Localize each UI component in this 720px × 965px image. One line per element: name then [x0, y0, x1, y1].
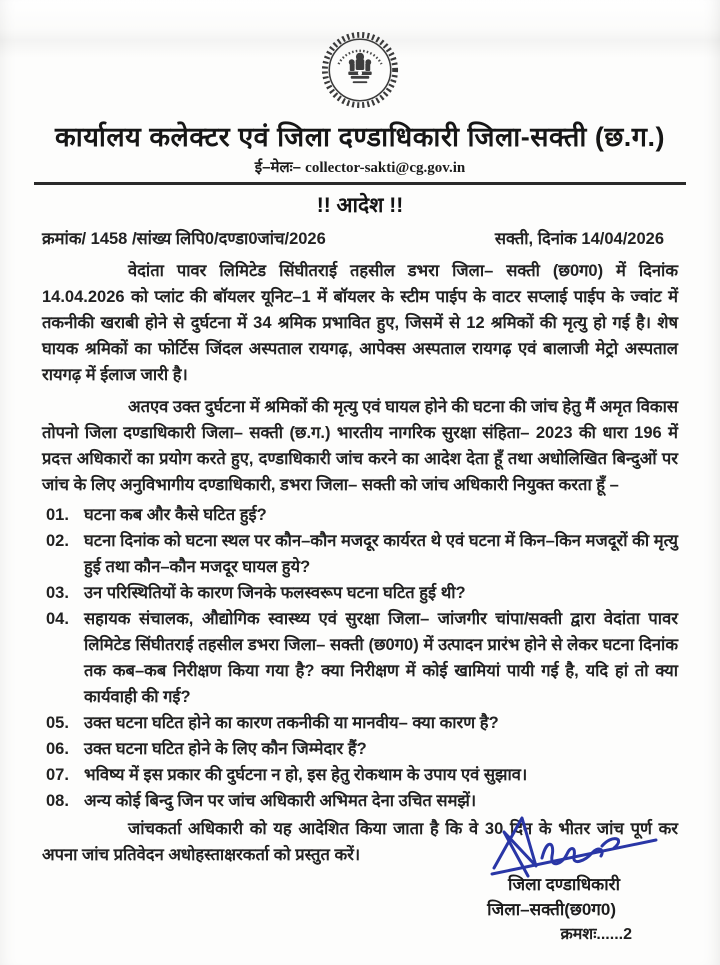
point-number: 02. [46, 532, 69, 550]
office-title: कार्यालय कलेक्टर एवं जिला दण्डाधिकारी जिला-सक्ती (छ.ग.) [54, 122, 666, 152]
national-emblem-icon [320, 30, 400, 110]
point-number: 04. [46, 610, 69, 628]
point-text: घटना दिनांक को घटना स्थल पर कौन–कौन मजदूर कार्यरत थे एवं घटना में किन–किन मजदूरों की मृत्यु हुई तथा कौन–कौन मजदूर घायल हुये? [84, 532, 678, 576]
point-number: 06. [46, 740, 69, 758]
emblem-container [42, 30, 678, 115]
signature-block [42, 872, 678, 920]
inquiry-point-5 [42, 710, 678, 736]
inquiry-points-list [42, 502, 678, 814]
point-number: 08. [46, 792, 69, 810]
place-and-date: सक्ती, दिनांक 14/04/2026 [494, 230, 664, 248]
point-text: सहायक संचालक, औद्योगिक स्वास्थ्य एवं सुरक्षा जिला– जांजगीर चांपा/सक्ती द्वारा वेदांता पावर लिमिटेड सिंघीतराई तहसील डभरा जिला– सक्ती (छ0ग0) में उत्पादन प्रारंभ होने से लेकर घटना दिनांक तक कब–कब निरीक्षण किया गया है? क्या निरीक्षण में कोई खामियां पायी गई है, यदि हां तो क्या कार्यवाही की गई? [84, 610, 678, 706]
inquiry-point-2 [42, 528, 678, 580]
inquiry-point-6 [42, 736, 678, 762]
email-label: ई–मेलः– [254, 159, 301, 176]
inquiry-point-1 [42, 502, 678, 528]
point-text: भविष्य में इस प्रकार की दुर्घटना न हो, इस हेतु रोकथाम के उपाय एवं सुझाव। [84, 766, 528, 784]
point-text: उक्त घटना घटित होने का कारण तकनीकी या मानवीय– क्या कारण है? [84, 714, 499, 732]
point-number: 01. [46, 506, 69, 524]
point-text: उन परिस्थितियों के कारण जिनके फलस्वरूप घटना घटित हुई थी? [84, 584, 466, 602]
reference-number: क्रमांक/ 1458 /सांख्य लिपि0/दण्डा0जांच/2026 [42, 230, 326, 248]
point-text: घटना कब और कैसे घटित हुई? [84, 506, 267, 524]
point-text: अन्य कोई बिन्दु जिन पर जांच अधिकारी अभिमत देना उचित समझें। [84, 792, 477, 810]
inquiry-point-4 [42, 606, 678, 710]
point-number: 03. [46, 584, 69, 602]
paragraph-inquiry-order: अतएव उक्त दुर्घटना में श्रमिकों की मृत्यु एवं घायल होने की घटना की जांच हेतु मैं अमृत विकास तोपनो जिला दण्डाधिकारी जिला– सक्ती (छ.ग.) भारतीय नागरिक सुरक्षा संहिता– 2023 की धारा 196 में प्रदत्त अधिकारों का प्रयोग करते हुए, दण्डाधिकारी जांच करने का आदेश देता हूँ तथा अधोलिखित बिन्दुओं पर जांच के लिए अनुविभागीय दण्डाधिकारी, डभरा जिला– सक्ती को जांच अधिकारी नियुक्त करता हूँ – [42, 398, 678, 494]
point-number: 05. [46, 714, 69, 732]
inquiry-point-8 [42, 788, 678, 814]
email-line [42, 157, 678, 177]
order-heading: !! आदेश !! [316, 194, 404, 217]
paragraph-closing: जांचकर्ता अधिकारी को यह आदेशित किया जाता है कि वे 30 दिन के भीतर जांच पूर्ण कर अपना जांच प्रतिवेदन अधोहस्ताक्षरकर्ता को प्रस्तुत करें। [42, 820, 678, 864]
inquiry-point-7 [42, 762, 678, 788]
point-number: 07. [46, 766, 69, 784]
email-address: collector-sakti@cg.gov.in [305, 160, 466, 176]
signatory-district: जिला–सक्ती(छ0ग0) [487, 900, 616, 919]
paragraph-incident: वेदांता पावर लिमिटेड सिंघीतराई तहसील डभरा जिला– सक्ती (छ0ग0) में दिनांक 14.04.2026 को प्लांट की बॉयलर यूनिट–1 में बॉयलर के स्टीम पाईप के वाटर सप्लाई पाईप के ज्वांट में तकनीकी खराबी होने से दुर्घटना में 34 श्रमिक प्रभावित हुए, जिसमें से 12 श्रमिकों की मृत्यु हो गई है। शेष घायक श्रमिकों का फोर्टिस जिंदल अस्पताल रायगढ़, आपेक्स अस्पताल रायगढ़ एवं बालाजी मेट्रो अस्पताल रायगढ़ में ईलाज जारी है। [42, 262, 678, 384]
reference-row [42, 226, 678, 252]
inquiry-point-3 [42, 580, 678, 606]
signatory-designation: जिला दण्डाधिकारी [508, 875, 620, 894]
header-divider [34, 182, 686, 185]
continuation-marker: क्रमशः......2 [560, 926, 632, 943]
point-text: उक्त घटना घटित होने के लिए कौन जिम्मेदार हैं? [84, 740, 367, 758]
